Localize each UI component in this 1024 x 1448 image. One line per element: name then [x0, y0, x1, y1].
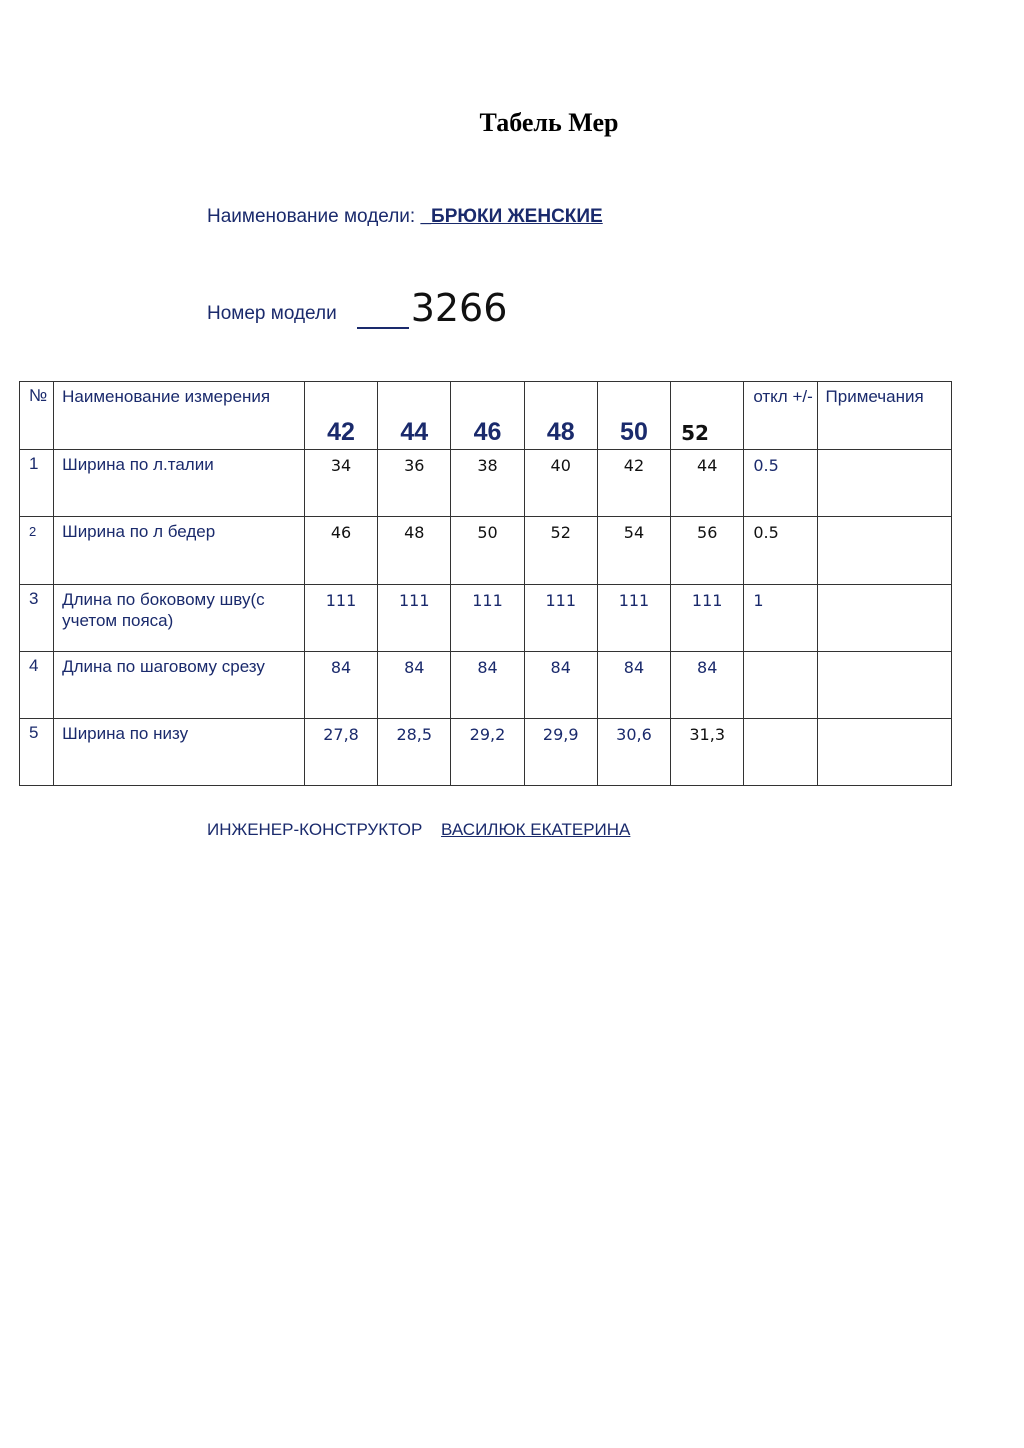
measurement-value: 84: [378, 652, 451, 719]
header-name: Наименование измерения: [54, 382, 305, 450]
measurement-value: 111: [304, 585, 377, 652]
row-number: 5: [20, 719, 54, 786]
measurement-value: 84: [451, 652, 524, 719]
measurement-value: 84: [671, 652, 744, 719]
tolerance-value: 1: [744, 585, 817, 652]
note-cell: [817, 450, 951, 517]
measurement-value: 42: [597, 450, 670, 517]
measurement-value: 29,2: [451, 719, 524, 786]
measurement-value: 111: [451, 585, 524, 652]
measurement-value: 40: [524, 450, 597, 517]
note-cell: [817, 652, 951, 719]
measurement-value: 52: [524, 517, 597, 585]
model-number-label: Номер модели: [207, 303, 337, 324]
measurement-value: 56: [671, 517, 744, 585]
measurement-value: 38: [451, 450, 524, 517]
engineer-label: ИНЖЕНЕР-КОНСТРУКТОР: [207, 820, 423, 839]
measurement-value: 84: [304, 652, 377, 719]
page-title: Табель Мер: [479, 108, 619, 137]
table-row: [20, 585, 952, 652]
measurement-name: Длина по шаговому срезу: [54, 652, 305, 719]
table-header-row: [20, 382, 952, 450]
measurement-name: Длина по боковому шву(с учетом пояса): [54, 585, 305, 652]
note-cell: [817, 585, 951, 652]
tolerance-value: [744, 719, 817, 786]
table-row: [20, 719, 952, 786]
measurement-value: 50: [451, 517, 524, 585]
measurement-value: 84: [597, 652, 670, 719]
engineer-name: ВАСИЛЮК ЕКАТЕРИНА: [441, 820, 631, 839]
measurement-value: 44: [671, 450, 744, 517]
measurement-value: 111: [671, 585, 744, 652]
tolerance-value: [744, 652, 817, 719]
measurement-value: 36: [378, 450, 451, 517]
measurement-value: 111: [378, 585, 451, 652]
measurement-value: 111: [597, 585, 670, 652]
measurement-name: Ширина по л бедер: [54, 517, 305, 585]
model-name-value: _БРЮКИ ЖЕНСКИЕ: [420, 206, 603, 227]
measurement-name: Ширина по низу: [54, 719, 305, 786]
note-cell: [817, 719, 951, 786]
header-size: 52: [671, 382, 744, 450]
header-size: 46: [451, 382, 524, 450]
measurement-value: 48: [378, 517, 451, 585]
tolerance-value: 0.5: [744, 450, 817, 517]
measurement-value: 29,9: [524, 719, 597, 786]
measurement-value: 111: [524, 585, 597, 652]
header-size: 50: [597, 382, 670, 450]
model-number-value: 3266: [410, 286, 508, 330]
header-size: 42: [304, 382, 377, 450]
row-number: 4: [20, 652, 54, 719]
table-row: [20, 517, 952, 585]
header-tolerance: откл +/-: [744, 382, 817, 450]
table-row: [20, 652, 952, 719]
measurement-value: 84: [524, 652, 597, 719]
model-number-blank-line: [357, 327, 409, 329]
model-name-line: [207, 206, 603, 228]
measurement-value: 54: [597, 517, 670, 585]
measurements-table: [19, 381, 952, 786]
table-row: [20, 450, 952, 517]
header-size: 48: [524, 382, 597, 450]
measurement-name: Ширина по л.талии: [54, 450, 305, 517]
model-name-label: Наименование модели:: [207, 206, 416, 227]
row-number: 1: [20, 450, 54, 517]
row-number: 2: [20, 517, 54, 585]
measurement-value: 28,5: [378, 719, 451, 786]
model-number-line: [207, 286, 507, 330]
measurement-value: 30,6: [597, 719, 670, 786]
tolerance-value: 0.5: [744, 517, 817, 585]
measurement-value: 27,8: [304, 719, 377, 786]
measurement-value: 46: [304, 517, 377, 585]
engineer-line: [207, 820, 630, 840]
header-no: №: [20, 382, 54, 450]
measurement-value: 34: [304, 450, 377, 517]
header-size: 44: [378, 382, 451, 450]
note-cell: [817, 517, 951, 585]
measurement-value: 31,3: [671, 719, 744, 786]
row-number: 3: [20, 585, 54, 652]
header-notes: Примечания: [817, 382, 951, 450]
